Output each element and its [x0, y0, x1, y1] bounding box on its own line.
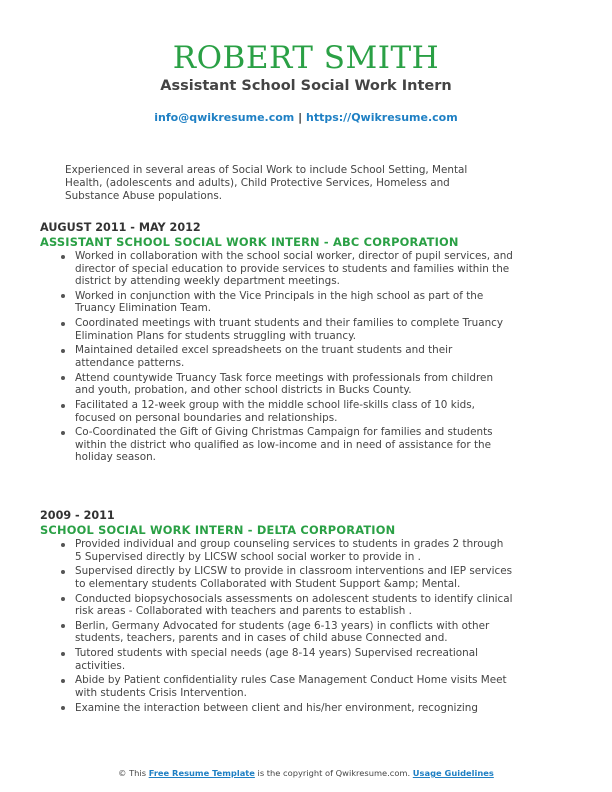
- list-item: Tutored students with special needs (age 8-14 years) Supervised recreational activities.: [75, 647, 575, 672]
- free-resume-template-link[interactable]: Free Resume Template: [148, 768, 255, 778]
- experience-entry: [40, 221, 575, 466]
- job-dates: 2009 - 2011: [40, 509, 115, 522]
- list-item: Berlin, Germany Advocated for students (age 6-13 years) in conflicts with other students, teachers, parents and in cases of child abuse Connected and.: [75, 620, 575, 645]
- email-link[interactable]: info@qwikresume.com: [154, 111, 295, 124]
- job-dates: AUGUST 2011 - MAY 2012: [40, 221, 201, 234]
- contact-line: [0, 111, 612, 125]
- list-item: Coordinated meetings with truant students and their families to complete Truancy Elimination Plans for students struggling with truancy.: [75, 317, 575, 342]
- list-item: Abide by Patient confidentiality rules Case Management Conduct Home visits Meet with students Crisis Intervention.: [75, 674, 575, 699]
- list-item: Attend countywide Truancy Task force meetings with professionals from children and youth, probation, and other school districts in Bucks County.: [75, 372, 575, 397]
- list-item: Conducted biopsychosocials assessments on adolescent students to identify clinical risk areas - Collaborated with teachers and parents to establish .: [75, 593, 575, 618]
- job-title: ASSISTANT SCHOOL SOCIAL WORK INTERN - ABC CORPORATION: [40, 235, 459, 249]
- footer-prefix: © This: [118, 768, 147, 778]
- job-bullets: [40, 250, 575, 464]
- list-item: Co-Coordinated the Gift of Giving Christmas Campaign for families and students within the district who qualified as low-income and in need of assistance for the holiday season.: [75, 426, 575, 464]
- footer: [0, 767, 612, 779]
- usage-guidelines-link[interactable]: Usage Guidelines: [412, 768, 494, 778]
- list-item: Maintained detailed excel spreadsheets on the truant students and their attendance patterns.: [75, 344, 575, 369]
- job-title: SCHOOL SOCIAL WORK INTERN - DELTA CORPORATION: [40, 523, 396, 537]
- list-item: Provided individual and group counseling services to students in grades 2 through 5 Supervised directly by LICSW school social worker to provide in .: [75, 538, 575, 563]
- candidate-title: Assistant School Social Work Intern: [160, 78, 452, 94]
- contact-separator: |: [298, 111, 303, 124]
- footer-middle: is the copyright of Qwikresume.com.: [257, 768, 411, 778]
- experience-entry: [40, 509, 575, 716]
- list-item: Facilitated a 12-week group with the middle school life-skills class of 10 kids, focused on personal boundaries and relationships.: [75, 399, 575, 424]
- list-item: Worked in collaboration with the school social worker, director of pupil services, and director of special education to provide services to students and families within the district by attending weekly department meetings.: [75, 250, 575, 288]
- list-item: Worked in conjunction with the Vice Principals in the high school as part of the Truancy Elimination Team.: [75, 290, 575, 315]
- website-link[interactable]: https://Qwikresume.com: [305, 111, 458, 124]
- job-bullets: [40, 538, 575, 714]
- list-item: Examine the interaction between client and his/her environment, recognizing: [75, 702, 575, 715]
- summary-paragraph: Experienced in several areas of Social Work to include School Setting, Mental Health, (adolescents and adults), Child Protective Services, Homeless and Substance Abuse populations.: [65, 164, 468, 202]
- candidate-name: ROBERT SMITH: [172, 40, 440, 76]
- list-item: Supervised directly by LICSW to provide in classroom interventions and IEP services to elementary students Collaborated with Student Support &amp; Mental.: [75, 565, 575, 590]
